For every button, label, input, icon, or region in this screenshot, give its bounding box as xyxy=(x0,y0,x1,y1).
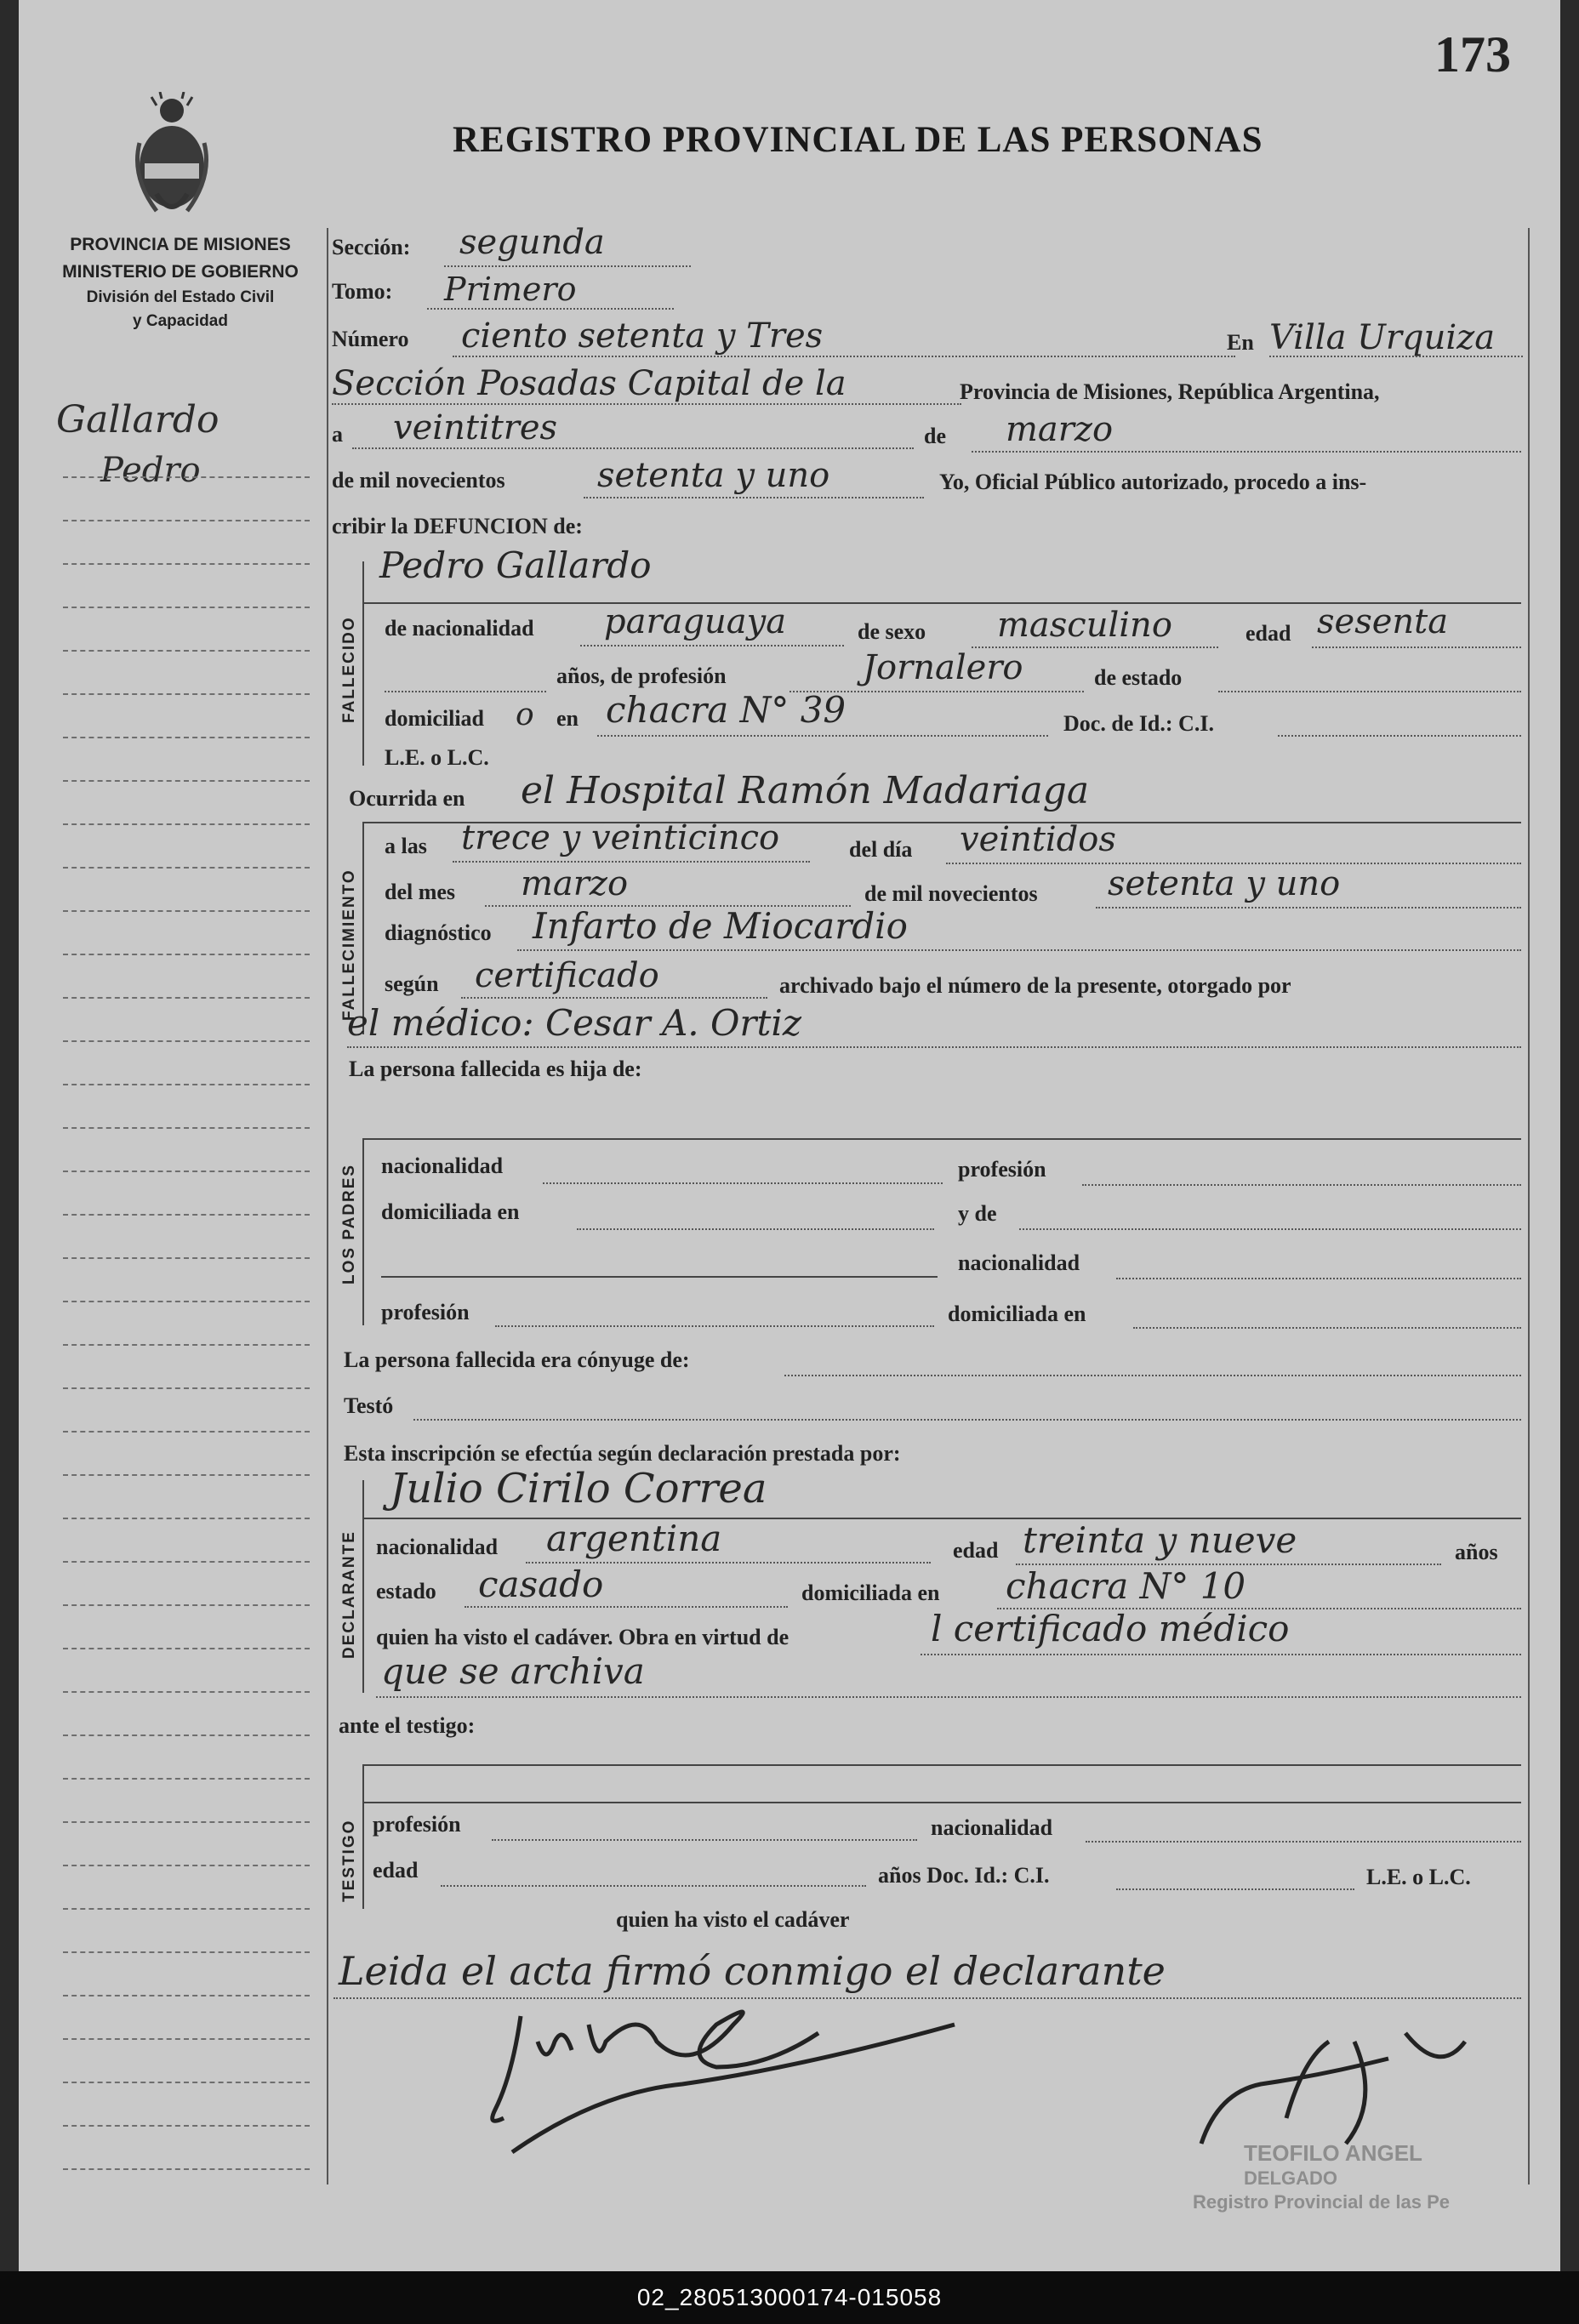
margin-ruled-line xyxy=(63,1518,310,1519)
anio-label-fallecimiento: de mil novecientos xyxy=(864,881,1038,906)
registry-page xyxy=(19,0,1560,2271)
margin-ruled-line xyxy=(63,780,310,782)
a-label: a xyxy=(332,422,343,447)
tomo-value: Primero xyxy=(444,271,577,308)
medico-value: el médico: Cesar A. Ortiz xyxy=(347,1002,801,1044)
seccion-label: Sección: xyxy=(332,235,411,259)
hora-line xyxy=(453,861,810,863)
testigo-profesion-line xyxy=(492,1839,917,1841)
padres-intro: La persona fallecida es hija de: xyxy=(349,1057,642,1081)
declarante-edad-value: treinta y nueve xyxy=(1023,1519,1297,1561)
mes-line xyxy=(972,451,1521,453)
ocurrida-value: el Hospital Ramón Madariaga xyxy=(521,769,1090,812)
padres-section-label: LOS PADRES xyxy=(340,1163,358,1284)
margin-ruled-line xyxy=(63,1344,310,1346)
dia-label: del día xyxy=(849,837,913,862)
padres-domiciliada2-label: domiciliada en xyxy=(948,1302,1086,1326)
testigo-doc-line xyxy=(1116,1888,1354,1890)
margin-ruled-line xyxy=(63,737,310,738)
declarante-obra-line-1 xyxy=(921,1654,1521,1655)
testigo-bracket xyxy=(362,1764,364,1909)
declarante-domicilio-value: chacra N° 10 xyxy=(1006,1565,1246,1607)
margin-given-name: Pedro xyxy=(100,451,201,490)
margin-ruled-line xyxy=(63,1778,310,1780)
declarante-estado-line xyxy=(465,1606,788,1608)
en-line xyxy=(1269,356,1523,357)
padres-line-1 xyxy=(362,1138,1521,1140)
inscribir-text: cribir la DEFUNCION de: xyxy=(332,514,583,538)
edad-continuation-line xyxy=(385,691,546,692)
declarant-signature xyxy=(461,1991,972,2161)
edad-line xyxy=(1312,647,1521,648)
fallecimiento-section-label: FALLECIMIENTO xyxy=(340,869,358,1021)
lugar-line xyxy=(332,403,961,405)
testigo-nacionalidad-line xyxy=(1086,1841,1521,1843)
padres-domiciliada2-line xyxy=(1133,1327,1521,1329)
margin-ruled-line xyxy=(63,1734,310,1736)
lugar-value: Sección Posadas Capital de la xyxy=(332,364,847,403)
nacionalidad-line xyxy=(580,645,844,647)
declarante-name-line xyxy=(362,1518,1521,1519)
dia-line xyxy=(352,447,914,449)
testigo-profesion-label: profesión xyxy=(373,1812,461,1837)
estado-label: de estado xyxy=(1094,665,1183,690)
testigo-cadaver-text: quien ha visto el cadáver xyxy=(616,1907,850,1932)
nacionalidad-value: paraguaya xyxy=(604,602,787,641)
declarante-estado-value: casado xyxy=(478,1564,604,1605)
declarante-nacionalidad-value: argentina xyxy=(546,1518,722,1559)
seccion-line xyxy=(444,265,691,267)
margin-ruled-line xyxy=(63,1648,310,1649)
testigo-edad-label: edad xyxy=(373,1858,419,1883)
padres-nacionalidad2-line xyxy=(1116,1278,1521,1279)
declarante-obra-line-2 xyxy=(376,1696,1521,1698)
margin-ruled-line xyxy=(63,1127,310,1129)
margin-ruled-line xyxy=(63,1257,310,1259)
padres-profesion2-line xyxy=(495,1325,934,1327)
testo-label: Testó xyxy=(344,1393,394,1418)
document-title: REGISTRO PROVINCIAL DE LAS PERSONAS xyxy=(453,120,1263,160)
margin-ruled-line xyxy=(63,1474,310,1476)
padres-bracket xyxy=(362,1138,364,1325)
numero-value: ciento setenta y Tres xyxy=(461,316,824,356)
fallecido-bracket xyxy=(362,561,364,766)
stamp-name: TEOFILO ANGEL xyxy=(1244,2140,1422,2166)
padres-nacionalidad-line xyxy=(543,1182,943,1184)
margin-ruled-line xyxy=(63,1040,310,1042)
hora-label: a las xyxy=(385,834,427,858)
edad-value: sesenta xyxy=(1317,602,1449,641)
testigo-doc-label: años Doc. Id.: C.I. xyxy=(878,1863,1050,1888)
diagnostico-line xyxy=(517,949,1521,951)
declarante-bracket xyxy=(362,1480,364,1693)
testigo-nacionalidad-label: nacionalidad xyxy=(931,1815,1053,1840)
segun-value: certificado xyxy=(475,956,659,995)
margin-ruled-line xyxy=(63,954,310,955)
coat-of-arms-emblem xyxy=(131,92,213,219)
anio-value-fallecimiento: setenta y uno xyxy=(1108,864,1341,903)
anio-line-fallecimiento xyxy=(1096,907,1521,909)
doc-label: Doc. de Id.: C.I. xyxy=(1063,711,1214,736)
fallecido-name-value: Pedro Gallardo xyxy=(379,544,652,586)
estado-line xyxy=(1218,691,1521,692)
archivado-text: archivado bajo el número de la presente, otorgado por xyxy=(779,973,1291,998)
issuing-organization xyxy=(36,231,325,333)
margin-ruled-line xyxy=(63,693,310,695)
diagnostico-label: diagnóstico xyxy=(385,920,492,945)
declarante-edad-label: edad xyxy=(953,1538,999,1563)
padres-profesion-label: profesión xyxy=(958,1157,1046,1182)
footer-image-id: 02_280513000174-015058 xyxy=(0,2271,1579,2324)
declarante-anios-label: años xyxy=(1455,1540,1498,1564)
en-label: En xyxy=(1227,330,1254,355)
margin-ruled-line xyxy=(63,1865,310,1866)
page-number: 173 xyxy=(1434,26,1511,83)
conyuge-line xyxy=(784,1375,1521,1376)
anio-line xyxy=(584,497,924,498)
oficial-text: Yo, Oficial Público autorizado, procedo a ins- xyxy=(939,470,1367,494)
stamp-surname: DELGADO xyxy=(1244,2167,1337,2189)
domicilio-en-label: en xyxy=(556,706,579,731)
margin-ruled-line xyxy=(63,910,310,912)
testigo-intro: ante el testigo: xyxy=(339,1713,476,1738)
margin-ruled-lines xyxy=(63,476,318,2229)
declarante-section-label: DECLARANTE xyxy=(340,1530,358,1659)
testigo-section-label: TESTIGO xyxy=(340,1819,358,1902)
mes-label: del mes xyxy=(385,880,456,904)
profesion-value: Jornalero xyxy=(863,648,1023,687)
provincia-text: Provincia de Misiones, República Argentina, xyxy=(960,379,1380,404)
margin-ruled-line xyxy=(63,1951,310,1953)
doc-line xyxy=(1278,735,1521,737)
margin-ruled-line xyxy=(63,1604,310,1606)
margin-ruled-line xyxy=(63,1691,310,1693)
padres-domiciliada-line xyxy=(577,1228,934,1230)
dia-value: veintitres xyxy=(393,408,558,447)
declaracion-label: Esta inscripción se efectúa según declaración prestada por: xyxy=(344,1441,901,1466)
anio-value: setenta y uno xyxy=(597,456,830,495)
margin-ruled-line xyxy=(63,1387,310,1389)
declarante-estado-label: estado xyxy=(376,1579,436,1603)
padres-y-de-line xyxy=(1019,1228,1521,1230)
anios-profesion-label: años, de profesión xyxy=(556,664,727,688)
en-value: Villa Urquiza xyxy=(1269,318,1496,357)
margin-ruled-line xyxy=(63,563,310,565)
testo-line xyxy=(413,1419,1521,1421)
domicilio-suffix: o xyxy=(516,698,534,732)
mes-value: marzo xyxy=(1006,410,1114,449)
margin-ruled-line xyxy=(63,2168,310,2170)
margin-ruled-line xyxy=(63,650,310,652)
margin-ruled-line xyxy=(63,2125,310,2127)
segun-line xyxy=(461,997,767,999)
segun-label: según xyxy=(385,971,439,996)
ocurrida-label: Ocurrida en xyxy=(349,786,465,811)
margin-ruled-line xyxy=(63,1561,310,1563)
tomo-label: Tomo: xyxy=(332,279,393,304)
margin-ruled-line xyxy=(63,997,310,999)
margin-ruled-line xyxy=(63,2038,310,2040)
declarante-domiciliada-label: domiciliada en xyxy=(801,1581,940,1605)
padres-y-de-label: y de xyxy=(958,1201,997,1226)
margin-ruled-line xyxy=(63,1908,310,1910)
dia-value-fallecimiento: veintidos xyxy=(960,820,1116,859)
hora-value: trece y veinticinco xyxy=(461,818,780,857)
margin-ruled-line xyxy=(63,1995,310,1996)
margin-ruled-line xyxy=(63,823,310,825)
declarante-cadaver-text: quien ha visto el cadáver. Obra en virtud de xyxy=(376,1625,790,1649)
seccion-value: segunda xyxy=(459,223,605,262)
margin-ruled-line xyxy=(63,1214,310,1216)
testigo-line-1 xyxy=(362,1764,1521,1766)
margin-ruled-line xyxy=(63,1171,310,1172)
declarante-name-value: Julio Cirilo Correa xyxy=(390,1465,767,1512)
domicilio-label: domiciliad xyxy=(385,706,485,731)
org-province: PROVINCIA DE MISIONES xyxy=(70,235,291,254)
padres-nacionalidad2-label: nacionalidad xyxy=(958,1250,1080,1275)
margin-ruled-line xyxy=(63,520,310,521)
padres-line-2 xyxy=(381,1276,938,1278)
padres-domiciliada-label: domiciliada en xyxy=(381,1199,520,1224)
margin-ruled-line xyxy=(63,2082,310,2083)
domicilio-line xyxy=(597,735,1048,737)
medico-line xyxy=(347,1046,1521,1048)
le-label: L.E. o L.C. xyxy=(385,745,489,770)
padres-profesion-line xyxy=(1082,1184,1521,1186)
mes-value-fallecimiento: marzo xyxy=(521,864,629,903)
margin-ruled-line xyxy=(63,867,310,869)
declarante-obra-value-2: que se archiva xyxy=(381,1650,645,1692)
margin-ruled-line xyxy=(63,1431,310,1433)
margin-ruled-line xyxy=(63,607,310,608)
conyuge-label: La persona fallecida era cónyuge de: xyxy=(344,1347,690,1372)
nacionalidad-label: de nacionalidad xyxy=(385,616,534,641)
testigo-le-label: L.E. o L.C. xyxy=(1366,1865,1471,1889)
testigo-line-2 xyxy=(362,1802,1521,1803)
org-ministry: MINISTERIO DE GOBIERNO xyxy=(62,262,299,282)
padres-nacionalidad-label: nacionalidad xyxy=(381,1153,504,1178)
de-label: de xyxy=(924,424,946,448)
sexo-label: de sexo xyxy=(858,619,926,644)
margin-ruled-line xyxy=(63,1821,310,1823)
domicilio-value: chacra N° 39 xyxy=(606,689,847,731)
fallecido-section-label: FALLECIDO xyxy=(340,616,358,723)
numero-line xyxy=(453,356,1235,357)
stamp-office: Registro Provincial de las Pe xyxy=(1193,2191,1451,2213)
numero-label: Número xyxy=(332,327,409,351)
declarante-obra-value-1: l certificado médico xyxy=(931,1608,1290,1649)
margin-ruled-line xyxy=(63,476,310,478)
org-division: División del Estado Civil xyxy=(86,288,275,306)
org-capacity: y Capacidad xyxy=(133,312,228,330)
padres-profesion2-label: profesión xyxy=(381,1300,470,1324)
edad-label: edad xyxy=(1246,621,1291,646)
margin-surname: Gallardo xyxy=(56,398,219,441)
cierre-value: Leida el acta firmó conmigo el declarante xyxy=(339,1948,1166,1994)
testigo-edad-line xyxy=(441,1885,866,1887)
anio-label: de mil novecientos xyxy=(332,468,505,493)
margin-ruled-line xyxy=(63,1084,310,1085)
tomo-line xyxy=(427,308,674,310)
sexo-value: masculino xyxy=(997,606,1172,645)
margin-ruled-line xyxy=(63,1301,310,1302)
diagnostico-value: Infarto de Miocardio xyxy=(533,905,908,947)
declarante-nacionalidad-label: nacionalidad xyxy=(376,1535,499,1559)
